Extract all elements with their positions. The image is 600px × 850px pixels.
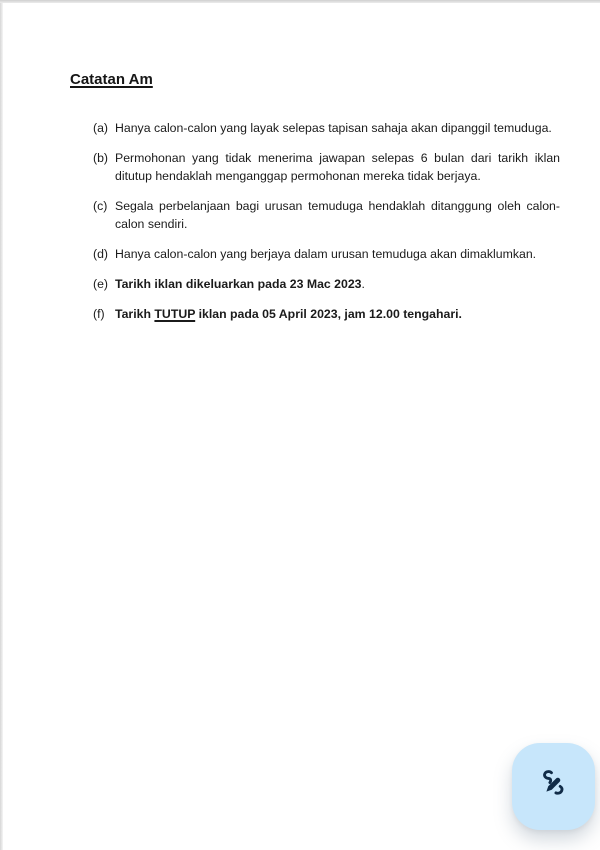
note-label: (b) — [93, 151, 109, 165]
note-text-regular: . — [361, 277, 365, 291]
note-item-b — [93, 149, 560, 185]
page-left-edge — [0, 3, 3, 850]
note-text-bold-underline: TUTUP — [154, 307, 196, 321]
note-item-e — [93, 275, 560, 293]
note-label: (a) — [93, 121, 109, 135]
note-label: (e) — [93, 277, 109, 291]
note-text: Hanya calon-calon yang berjaya dalam urusan temuduga akan dimaklumkan. — [115, 247, 537, 261]
note-text: Segala perbelanjaan bagi urusan temuduga hendaklah ditanggung oleh calon-calon sendiri. — [115, 199, 560, 231]
note-item-d — [93, 245, 560, 263]
note-text: Permohonan yang tidak menerima jawapan selepas 6 bulan dari tarikh iklan ditutup hendaklah menganggap permohonan mereka tidak berjaya. — [115, 151, 560, 183]
note-text: Hanya calon-calon yang layak selepas tapisan sahaja akan dipanggil temuduga. — [115, 121, 552, 135]
notes-list — [93, 119, 560, 323]
note-text-bold: Tarikh iklan dikeluarkan pada 23 Mac 2023 — [115, 277, 362, 291]
sign-annotate-button[interactable] — [512, 743, 595, 830]
note-text — [115, 275, 560, 293]
note-item-c — [93, 197, 560, 233]
note-item-a — [93, 119, 560, 137]
note-text-bold: iklan pada 05 April 2023, jam 12.00 tengahari. — [195, 307, 462, 321]
page-top-edge — [0, 0, 600, 3]
page-title: Catatan Am — [70, 71, 153, 88]
note-text — [115, 305, 560, 323]
note-text-bold: Tarikh — [115, 307, 155, 321]
note-label: (d) — [93, 247, 109, 261]
note-label: (c) — [93, 199, 108, 213]
note-item-f — [93, 305, 560, 323]
stylus-note-icon — [535, 765, 573, 803]
note-label: (f) — [93, 307, 105, 321]
